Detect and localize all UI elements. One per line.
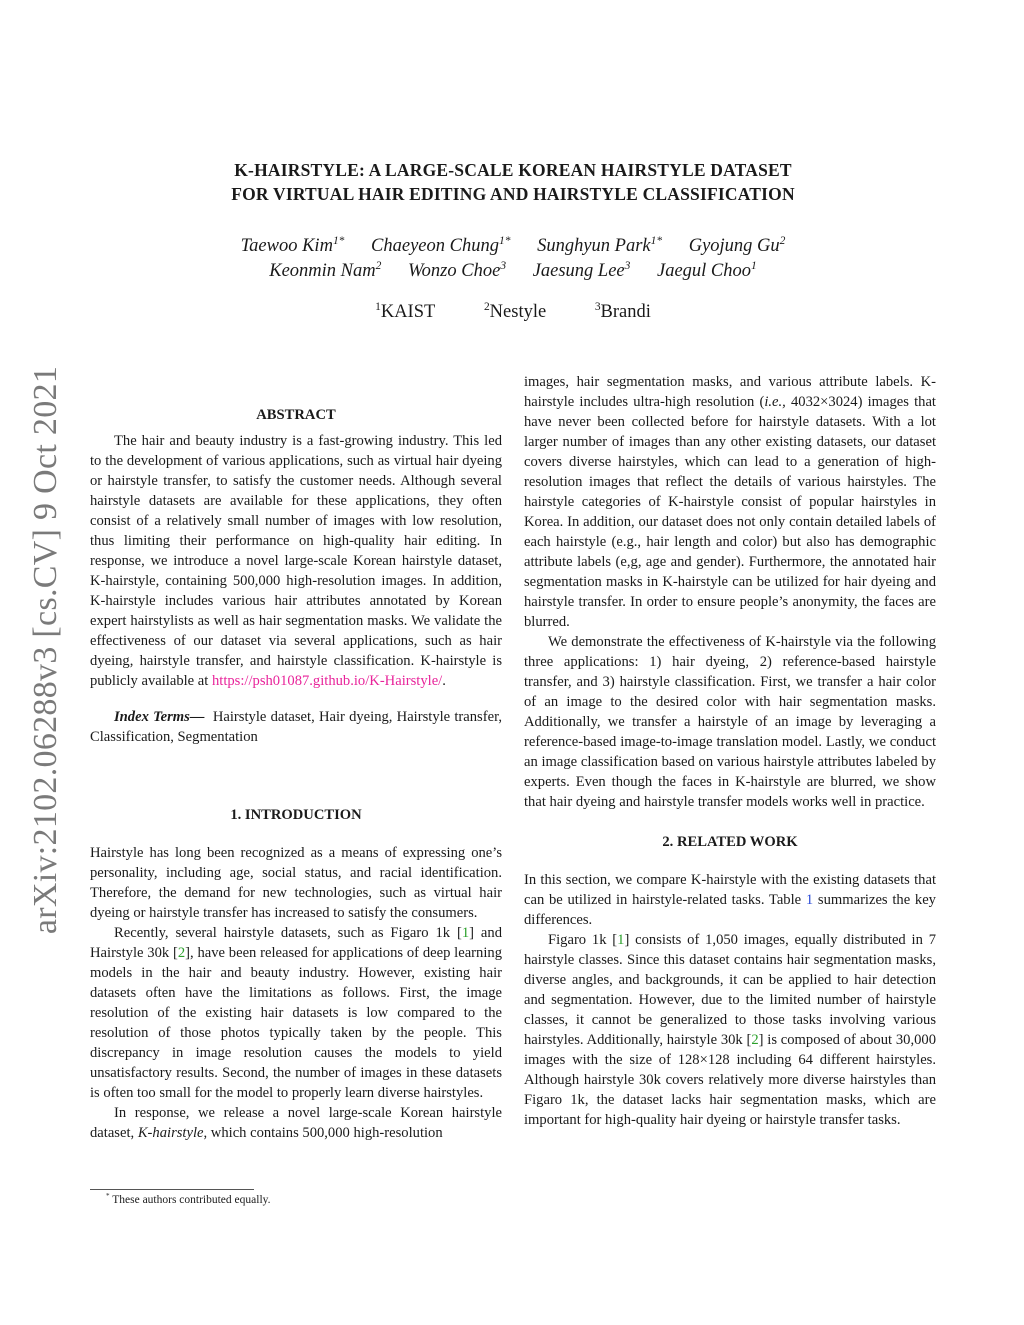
text-run: ] is composed of about 30,000 images with the size of 128×128 including 64 different hairstyles. Although hairstyle 30k covers relatively more diverse hairstyles than Figaro 1k, the dataset lacks hair segmentation masks, which are important for high-quality hair dyeing or hairstyle transfer tasks.	[524, 1032, 936, 1128]
intro-section	[90, 805, 502, 1143]
arxiv-identifier: arXiv:2102.06288v3 [cs.CV] 9 Oct 2021	[27, 365, 64, 935]
index-terms-label: Index Terms—	[114, 709, 205, 725]
author-name: Wonzo Choe	[407, 261, 501, 281]
text-run: 4032×3024) images that have never been collected before for hairstyle datasets. With a lot larger number of images than any other existing datasets, our dataset covers diverse hairstyles, which can lead to a generation of high-resolution images that reflect the details of various hairstyles. The hairstyle categories of K-hairstyle consist of popular hairstyles in Korea. In addition, our dataset does not only contain detailed labels of each hairstyle (e.g., hair length and color) but also has demographic attribute labels (e,g, age and gender). Furthermore, the annotated hair segmentation masks in K-hairstyle can be utilized for hair dyeing and hairstyle transfer. In order to ensure people’s anonymity, the faces are blurred.	[524, 394, 936, 630]
related-paragraph-1	[524, 870, 936, 930]
text-run: ] and Hairstyle 30k [	[90, 925, 502, 961]
author-mark: 2	[375, 259, 382, 272]
author-name: Chaeyeon Chung	[371, 236, 499, 256]
affiliation	[595, 302, 651, 322]
footnote-text: These authors contributed equally.	[109, 1194, 271, 1206]
footnote-rule	[90, 1189, 254, 1190]
intro-heading: 1. INTRODUCTION	[230, 807, 362, 823]
footnote-mark: *	[106, 1192, 110, 1201]
index-terms	[90, 707, 502, 747]
author-name: Gyojung Gu	[688, 236, 780, 256]
author-mark: 1*	[332, 234, 345, 247]
text-run: images, hair segmentation masks, and various attribute labels. K-hairstyle includes ultra-high resolution (	[524, 374, 936, 410]
author	[371, 236, 510, 256]
intro-paragraph-3-start	[90, 1103, 502, 1143]
intro-paragraph-3-cont	[524, 372, 936, 632]
affiliation-name: Nestyle	[489, 302, 547, 322]
text-run: ] consists of 1,050 images, equally distributed in 7 hairstyle classes. Since this dataset contains hair segmentation masks, diverse angles, and backgrounds, it can be applied to hair detection and segmentation. However, due to the limited number of hairstyle classes, it cannot be generalized to those tasks involving various hairstyles. Additionally, hairstyle 30k [	[524, 932, 936, 1048]
dataset-name: K-hairstyle	[137, 1125, 204, 1141]
affiliation-name: Brandi	[600, 302, 651, 322]
author-name: Keonmin Nam	[269, 261, 376, 281]
author	[241, 236, 345, 256]
author-mark: 1*	[650, 234, 663, 247]
author-mark: 3	[624, 259, 631, 272]
affiliations	[90, 302, 936, 323]
author-mark: 1*	[498, 234, 511, 247]
author-mark: 1	[751, 259, 757, 272]
ie-abbrev: i.e.,	[764, 394, 786, 410]
affiliation-mark: 2	[483, 300, 490, 313]
right-column	[524, 372, 936, 1130]
citation-link[interactable]: 1	[461, 925, 470, 941]
author-name: Jaegul Choo	[657, 261, 752, 281]
author	[269, 261, 381, 281]
text-run: summarizes the key differences.	[524, 892, 936, 928]
affiliation-mark: 3	[594, 300, 601, 313]
author	[657, 261, 757, 281]
author	[689, 236, 786, 256]
affiliation	[375, 302, 435, 322]
title-line: K-HAIRSTYLE: A LARGE-SCALE KOREAN HAIRSTYLE DATASET	[234, 160, 792, 180]
author-mark: 2	[779, 234, 786, 247]
text-run: In this section, we compare K-hairstyle with the existing datasets that can be utilized in hairstyle-related tasks. Table	[524, 872, 936, 908]
citation-link[interactable]: 2	[751, 1032, 759, 1048]
table-ref-link[interactable]: 1	[805, 892, 814, 908]
project-link[interactable]: https://psh01087.github.io/K-Hairstyle/	[211, 673, 443, 689]
text-run: ], have been released for applications of deep learning models in the hair and beauty industry. However, existing hair datasets often have the limitations as follows. First, the image resolution of the existing hair datasets is low compared to the resolution of those photos typically taken by the people. This discrepancy in image resolution causes the models to yield unsatisfactory results. Second, the number of images in these datasets is often too small for the model to properly learn diverse hairstyles.	[90, 945, 502, 1101]
intro-paragraph-1: Hairstyle has long been recognized as a means of expressing one’s personality, including age, social status, and racial identification. Therefore, the demand for new technologies, such as virtual hair dyeing or hairstyle transfer has increased to satisfy the consumers.	[90, 845, 502, 921]
left-column	[90, 405, 502, 747]
affiliation-name: KAIST	[380, 302, 436, 322]
author-name: Sunghyun Park	[537, 236, 651, 256]
footnote	[106, 1194, 271, 1206]
text-run: , which contains 500,000 high-resolution	[203, 1125, 443, 1141]
author-name: Jaesung Lee	[532, 261, 625, 281]
author-list	[90, 234, 936, 284]
title-line: FOR VIRTUAL HAIR EDITING AND HAIRSTYLE CLASSIFICATION	[231, 184, 795, 204]
citation-link[interactable]: 1	[617, 932, 625, 948]
abstract-text	[90, 431, 502, 691]
affiliation-mark: 1	[375, 300, 381, 313]
author-row	[90, 234, 936, 259]
abstract-heading: ABSTRACT	[256, 407, 336, 423]
affiliation	[484, 302, 546, 322]
intro-paragraph-4: We demonstrate the effectiveness of K-hairstyle via the following three applications: 1) hair dyeing, 2) reference-based hairstyle transfer, and 3) hairstyle classification. First, we transfer a hair color of an image to the desired color with hair segmentation masks. Additionally, we transfer a hairstyle of an image by leveraging a reference-based image-to-image translation model. Lastly, we conduct an image classification based on various hairstyle attributes labeled by experts. Even though the faces in K-hairstyle are blurred, we show that hair dyeing and hairstyle transfer models works well in practice.	[524, 634, 936, 810]
related-heading: 2. RELATED WORK	[662, 834, 798, 850]
paper-title	[90, 158, 936, 206]
author	[537, 236, 662, 256]
text-run: Figaro 1k [	[548, 932, 618, 948]
author-row	[90, 259, 936, 284]
author	[408, 261, 506, 281]
abstract-end: .	[442, 673, 446, 689]
intro-paragraph-2	[90, 923, 502, 1103]
author-name: Taewoo Kim	[240, 236, 333, 256]
index-terms-text: Hairstyle dataset, Hair dyeing, Hairstyle transfer, Classification, Segmentation	[90, 709, 502, 745]
citation-link[interactable]: 2	[177, 945, 186, 961]
abstract-body: The hair and beauty industry is a fast-growing industry. This led to the development of various applications, such as virtual hair dyeing or hairstyle transfer, to satisfy the customer needs. Although several hairstyle datasets are available for these applications, they often consist of a relatively small number of images with low resolution, thus limiting their performance on high-quality hair editing. In response, we introduce a novel large-scale Korean hairstyle dataset, K-hairstyle, containing 500,000 high-resolution images. In addition, K-hairstyle includes various hair attributes annotated by Korean expert hairstylists as well as hair segmentation masks. We validate the effectiveness of our dataset via several applications, such as hair dyeing, hairstyle transfer, and hairstyle classification. K-hairstyle is publicly available at	[90, 433, 502, 689]
text-run: In response, we release a novel large-scale Korean hairstyle dataset,	[90, 1105, 502, 1141]
related-paragraph-2	[524, 930, 936, 1130]
text-run: Recently, several hairstyle datasets, such as Figaro 1k [	[114, 925, 462, 941]
author-mark: 3	[500, 259, 507, 272]
author	[533, 261, 631, 281]
